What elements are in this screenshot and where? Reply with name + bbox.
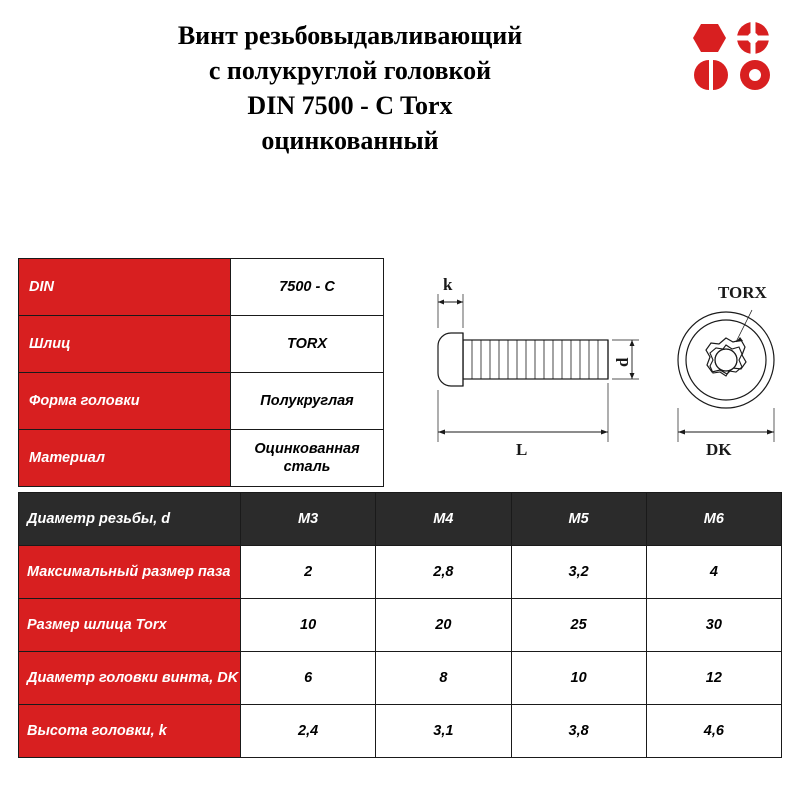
dim-cell-0-2: 3,2 bbox=[511, 546, 646, 599]
dim-cell-2-3: 12 bbox=[646, 652, 781, 705]
spec-table bbox=[18, 258, 384, 487]
drawing-label-L: L bbox=[516, 440, 528, 459]
spec-value-din: 7500 - C bbox=[231, 259, 384, 316]
dim-row-label-head-height: Высота головки, k bbox=[19, 705, 241, 758]
table-row bbox=[19, 316, 384, 373]
table-row bbox=[19, 652, 782, 705]
spec-label-shlits: Шлиц bbox=[19, 316, 231, 373]
dim-cell-0-3: 4 bbox=[646, 546, 781, 599]
page-title-line-3: DIN 7500 - C Torx bbox=[247, 91, 453, 120]
dim-row-label-torx-size: Размер шлица Torx bbox=[19, 599, 241, 652]
table-header-row bbox=[19, 493, 782, 546]
page-title bbox=[40, 18, 660, 158]
drawing-label-dk: DK bbox=[706, 440, 732, 459]
drawing-label-torx: TORX bbox=[718, 283, 767, 302]
dim-cell-3-0: 2,4 bbox=[241, 705, 376, 758]
dim-cell-2-2: 10 bbox=[511, 652, 646, 705]
page-header bbox=[0, 0, 800, 200]
dim-cell-2-1: 8 bbox=[376, 652, 511, 705]
dim-cell-0-0: 2 bbox=[241, 546, 376, 599]
technical-drawing bbox=[396, 250, 788, 480]
dimensions-table bbox=[18, 492, 782, 758]
page-title-line-2: с полукруглой головкой bbox=[208, 56, 492, 85]
spec-label-head-form: Форма головки bbox=[19, 373, 231, 430]
dim-column-m5: M5 bbox=[511, 493, 646, 546]
dim-cell-1-0: 10 bbox=[241, 599, 376, 652]
page-title-line-4: оцинкованный bbox=[261, 126, 439, 155]
dim-row-label-max-slot: Максимальный размер паза bbox=[19, 546, 241, 599]
table-row bbox=[19, 430, 384, 487]
table-row bbox=[19, 259, 384, 316]
spec-label-din: DIN bbox=[19, 259, 231, 316]
spec-label-material: Материал bbox=[19, 430, 231, 487]
hex-bolt-logo-icon bbox=[692, 20, 772, 92]
dim-corner-header: Диаметр резьбы, d bbox=[19, 493, 241, 546]
dim-cell-3-3: 4,6 bbox=[646, 705, 781, 758]
spec-value-shlits: TORX bbox=[231, 316, 384, 373]
spec-value-material: Оцинкованная сталь bbox=[231, 430, 384, 487]
drawing-label-k: k bbox=[443, 275, 453, 294]
dim-cell-1-3: 30 bbox=[646, 599, 781, 652]
dim-column-m6: M6 bbox=[646, 493, 781, 546]
spec-value-head-form: Полукруглая bbox=[231, 373, 384, 430]
table-row bbox=[19, 705, 782, 758]
table-row bbox=[19, 373, 384, 430]
page-title-line-1: Винт резьбовыдавливающий bbox=[177, 21, 523, 50]
dim-cell-3-1: 3,1 bbox=[376, 705, 511, 758]
drawing-label-d: d bbox=[613, 357, 632, 367]
dim-row-label-head-diameter: Диаметр головки винта, DK bbox=[19, 652, 241, 705]
dim-cell-3-2: 3,8 bbox=[511, 705, 646, 758]
dim-column-m3: M3 bbox=[241, 493, 376, 546]
dim-cell-1-1: 20 bbox=[376, 599, 511, 652]
table-row bbox=[19, 599, 782, 652]
dim-column-m4: M4 bbox=[376, 493, 511, 546]
dim-cell-0-1: 2,8 bbox=[376, 546, 511, 599]
dim-cell-1-2: 25 bbox=[511, 599, 646, 652]
table-row bbox=[19, 546, 782, 599]
dim-cell-2-0: 6 bbox=[241, 652, 376, 705]
